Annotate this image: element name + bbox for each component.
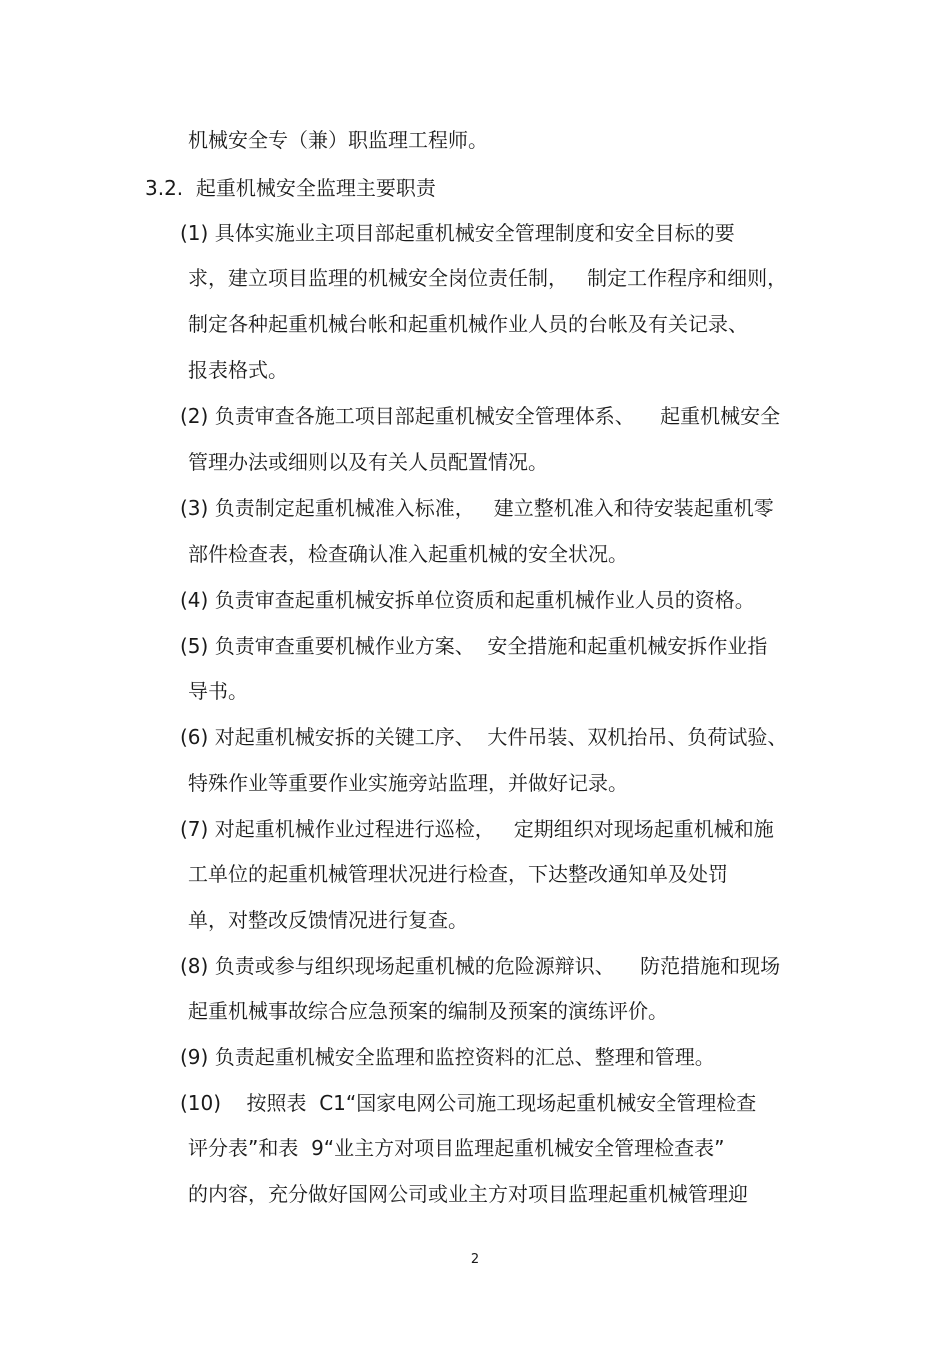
- list-item-label: (9) 负责起重机械安全监理和监控资料的汇总、整理和管理。: [180, 1045, 715, 1069]
- list-item-label: (10) 按照表 C1“国家电网公司施工现场起重机械安全管理检查: [180, 1091, 757, 1115]
- list-item-text: 的内容，充分做好国网公司或业主方对项目监理起重机械管理迎: [188, 1182, 748, 1206]
- list-item-label: (6) 对起重机械安拆的关键工序、 大件吊装、双机抬吊、负荷试验、: [180, 725, 788, 749]
- list-item-text: 导书。: [188, 679, 248, 703]
- list-item-text: 具体实施业主项目部起重机械安全管理制度和安全目标的要: [214, 221, 735, 245]
- list-item-text: 负责审查各施工项目部起重机械安全管理体系、 起重机械安全: [214, 404, 781, 428]
- list-item-text: 负责审查重要机械作业方案、 安全措施和起重机械安拆作业指: [214, 634, 768, 658]
- list-item-text: 对起重机械安拆的关键工序、 大件吊装、双机抬吊、负荷试验、: [214, 725, 788, 749]
- list-item-text: 管理办法或细则以及有关人员配置情况。: [188, 450, 548, 474]
- list-item-text: 负责或参与组织现场起重机械的危险源辩识、 防范措施和现场: [214, 954, 781, 978]
- list-item-label: (2) 负责审查各施工项目部起重机械安全管理体系、 起重机械安全: [180, 404, 781, 428]
- list-item-text: 评分表”和表 9“业主方对项目监理起重机械安全管理检查表”: [188, 1136, 725, 1160]
- list-item-text: 按照表 C1“国家电网公司施工现场起重机械安全管理检查: [227, 1091, 757, 1115]
- intro-line: 机械安全专（兼）职监理工程师。: [188, 128, 488, 152]
- section-title: 起重机械安全监理主要职责: [195, 176, 436, 200]
- list-item-text: 特殊作业等重要作业实施旁站监理，并做好记录。: [188, 771, 628, 795]
- list-item-label: (7) 对起重机械作业过程进行巡检， 定期组织对现场起重机械和施: [180, 817, 774, 841]
- section-heading: [145, 174, 436, 202]
- list-item-label: (4) 负责审查起重机械安拆单位资质和起重机械作业人员的资格。: [180, 588, 755, 612]
- list-item-text: 制定各种起重机械台帐和起重机械作业人员的台帐及有关记录、: [188, 312, 748, 336]
- section-number: 3.2.: [145, 176, 184, 200]
- list-item-text: 单，对整改反馈情况进行复查。: [188, 908, 468, 932]
- list-item-text: 部件检查表，检查确认准入起重机械的安全状况。: [188, 542, 628, 566]
- list-item-text: 起重机械事故综合应急预案的编制及预案的演练评价。: [188, 999, 668, 1023]
- list-item-text: 报表格式。: [188, 358, 288, 382]
- list-item-label: (3) 负责制定起重机械准入标准， 建立整机准入和待安装起重机零: [180, 496, 774, 520]
- list-item-text: 对起重机械作业过程进行巡检， 定期组织对现场起重机械和施: [214, 817, 774, 841]
- list-item-text: 负责起重机械安全监理和监控资料的汇总、整理和管理。: [214, 1045, 715, 1069]
- list-item-text: 求，建立项目监理的机械安全岗位责任制， 制定工作程序和细则，: [188, 266, 788, 290]
- list-item-label: (1) 具体实施业主项目部起重机械安全管理制度和安全目标的要: [180, 221, 735, 245]
- list-item-text: 工单位的起重机械管理状况进行检查，下达整改通知单及处罚: [188, 862, 728, 886]
- list-item-text: 负责审查起重机械安拆单位资质和起重机械作业人员的资格。: [214, 588, 755, 612]
- list-item-label: (5) 负责审查重要机械作业方案、 安全措施和起重机械安拆作业指: [180, 634, 768, 658]
- list-item-text: 负责制定起重机械准入标准， 建立整机准入和待安装起重机零: [214, 496, 774, 520]
- page-number: 2: [470, 1252, 480, 1267]
- list-item-label: (8) 负责或参与组织现场起重机械的危险源辩识、 防范措施和现场: [180, 954, 781, 978]
